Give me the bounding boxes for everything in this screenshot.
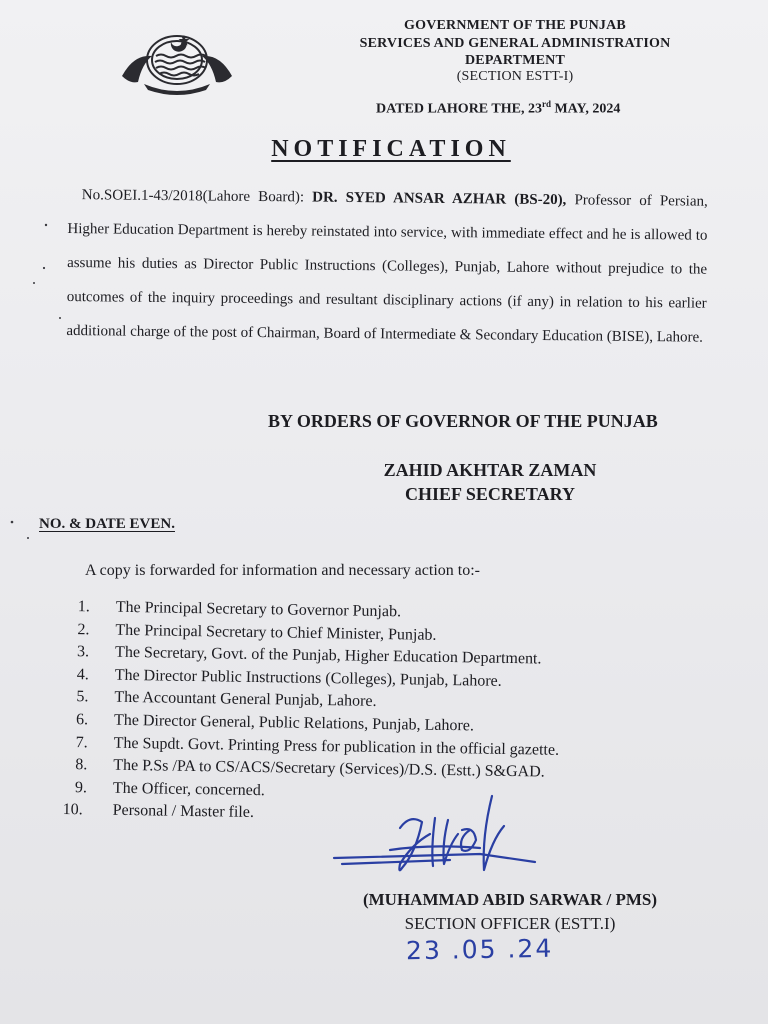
- list-item-text: The Director General, Public Relations, Punjab, Lahore.: [113, 711, 475, 735]
- handwritten-date: 23 .05 .24: [405, 933, 554, 966]
- dated-line: [376, 99, 620, 118]
- notification-text: Professor of Persian, Higher Education Department is hereby reinstated into service, with immediate effect and he is allowed to assume his duties as Director Public Instructions (Colleges), Punjab, Lahore without prejudice to the outcomes of the inquiry proceedings and resultant disciplinary actions (if any) in relation to his earlier additional charge of the post of Chairman, Board of Intermediate & Secondary Education (BISE), Lahore.: [66, 192, 708, 346]
- list-item-number: 5.: [76, 688, 89, 706]
- list-item-number: 10.: [62, 801, 83, 819]
- header-line-4: (SECTION ESTT-I): [456, 69, 574, 84]
- handwritten-signature-icon: [330, 790, 550, 890]
- copy-forwarded-text: A copy is forwarded for information and necessary action to:-: [85, 562, 480, 579]
- list-item-number: 2.: [77, 620, 90, 638]
- list-item-number: 4.: [76, 665, 89, 684]
- dated-suffix: MAY, 2024: [550, 101, 621, 117]
- signatory1-title: CHIEF SECRETARY: [405, 484, 575, 504]
- list-item-text: The Principal Secretary to Chief Minister, Punjab.: [115, 621, 437, 644]
- list-item-text: The Secretary, Govt. of the Punjab, Higher Education Department.: [114, 643, 542, 668]
- signatory2-name: (MUHAMMAD ABID SARWAR / PMS): [362, 890, 658, 909]
- signatory2-title: SECTION OFFICER (ESTT.I): [404, 914, 616, 933]
- list-item-number: 3.: [76, 643, 90, 661]
- notification-title: NOTIFICATION: [271, 136, 511, 162]
- list-item-text: The Principal Secretary to Governor Punjab.: [115, 598, 402, 621]
- header-line-2: SERVICES AND GENERAL ADMINISTRATION: [359, 36, 671, 51]
- list-item-number: 9.: [74, 778, 88, 797]
- notification-ref: No.SOEI.1-43/2018(Lahore Board):: [81, 187, 305, 206]
- punjab-government-emblem-icon: [116, 20, 238, 104]
- dated-sup: rd: [541, 99, 551, 109]
- list-item-text: The Officer, concerned.: [112, 779, 265, 799]
- signatory1-name: ZAHID AKHTAR ZAMAN: [383, 460, 597, 480]
- list-item-text: The Supdt. Govt. Printing Press for publication in the official gazette.: [113, 734, 560, 759]
- list-item-number: 6.: [75, 711, 89, 729]
- dated-prefix: DATED LAHORE THE, 23: [376, 101, 542, 117]
- no-date-even: NO. & DATE EVEN.: [39, 516, 175, 532]
- list-item-number: 8.: [75, 756, 88, 774]
- list-item-text: The Director Public Instructions (Colleges), Punjab, Lahore.: [114, 666, 502, 690]
- list-item-number: 7.: [75, 733, 88, 751]
- list-item-text: The Accountant General Punjab, Lahore.: [114, 689, 377, 711]
- orders-line: BY ORDERS OF GOVERNOR OF THE PUNJAB: [268, 411, 658, 431]
- officer-name: DR. SYED ANSAR AZHAR (BS-20),: [312, 189, 567, 209]
- header-line-1: GOVERNMENT OF THE PUNJAB: [404, 18, 626, 33]
- list-item-text: Personal / Master file.: [112, 802, 255, 822]
- notification-body: [66, 178, 708, 355]
- list-item-text: The P.Ss /PA to CS/ACS/Secretary (Services)/D.S. (Estt.) S&GAD.: [113, 756, 545, 781]
- header-line-3: DEPARTMENT: [464, 53, 566, 68]
- list-item-number: 1.: [77, 598, 90, 616]
